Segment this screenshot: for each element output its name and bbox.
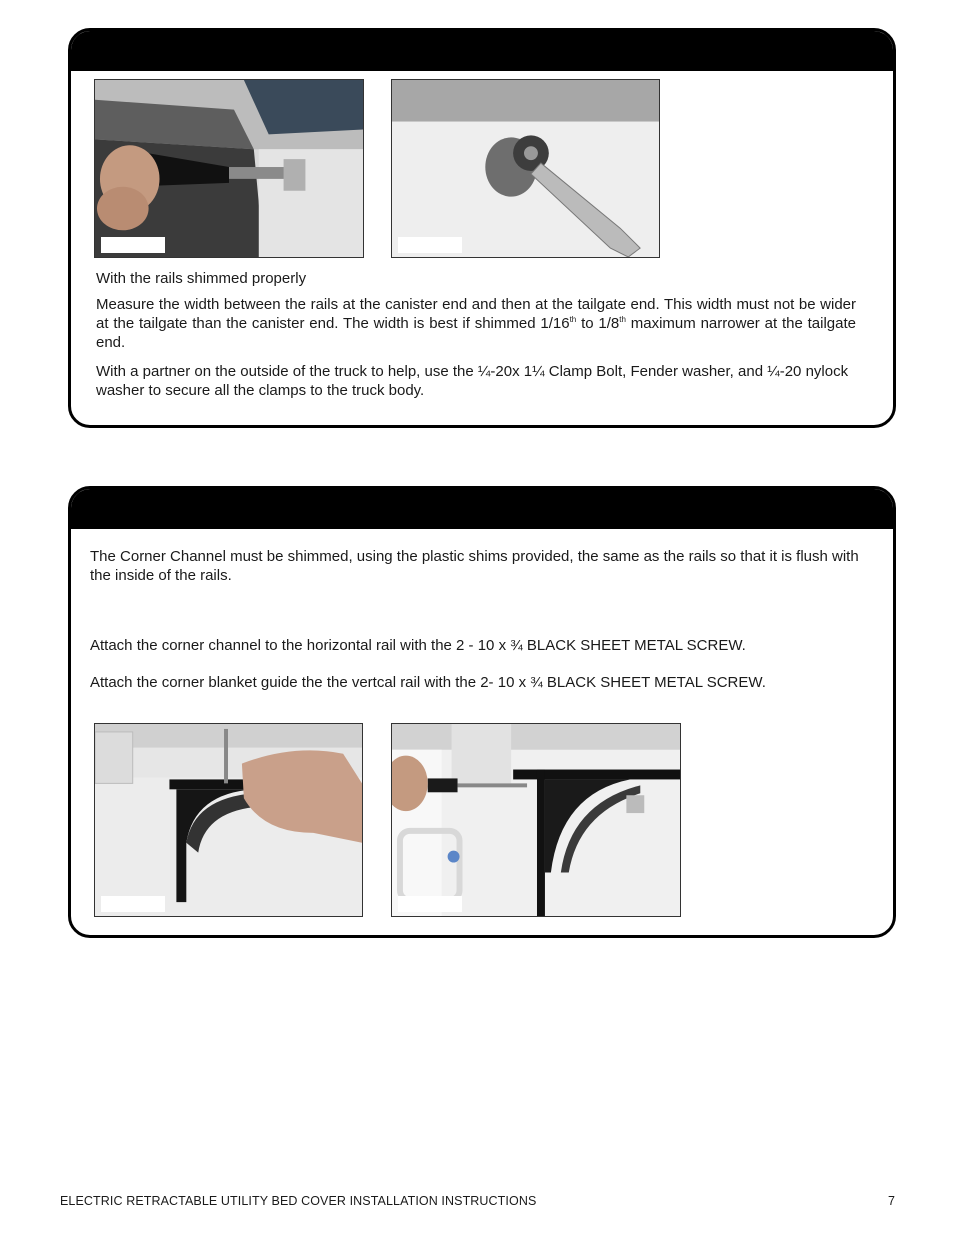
photo-ratchet-wrench <box>391 79 660 258</box>
footer-page-number: 7 <box>888 1194 896 1208</box>
panel-header-bar <box>71 31 893 71</box>
photo-label <box>398 237 462 253</box>
attach-blanket-guide-text: Attach the corner blanket guide the the vertcal rail with the 2- 10 x ¾ BLACK SHEET METAL SCREW. <box>90 674 766 691</box>
photo-label <box>398 896 462 912</box>
panel-header-bar <box>71 489 893 529</box>
superscript-th: th <box>569 315 577 324</box>
measure-text-part3: maximum narrower at the tailgate end. <box>96 315 856 351</box>
photo-label <box>101 896 165 912</box>
rails-shimmed-text: With the rails shimmed properly <box>96 270 307 287</box>
footer-document-title: ELECTRIC RETRACTABLE UTILITY BED COVER INSTALLATION INSTRUCTIONS <box>60 1194 537 1208</box>
measure-text-part1: Measure the width between the rails at the canister end and then at the tailgate end. This width must not be wider at the tailgate than the canister end. The width is best if shimmed 1/16 <box>96 296 856 332</box>
partner-clamp-text: With a partner on the outside of the truck to help, use the ¼-20x 1¼ Clamp Bolt, Fender washer, and ¼-20 nylock washer to secure all the clamps to the truck body. <box>96 363 849 399</box>
measure-text-part2: to 1/8 <box>576 315 620 332</box>
photo-clamp-screwdriver <box>94 79 364 258</box>
corner-channel-shim-text: The Corner Channel must be shimmed, using the plastic shims provided, the same as the rails so that it is flush with the inside of the rails. <box>90 548 859 584</box>
photo-corner-channel <box>94 723 363 917</box>
measure-width-text <box>96 295 856 352</box>
photo-blanket-guide <box>391 723 681 917</box>
attach-corner-channel-text: Attach the corner channel to the horizontal rail with the 2 - 10 x ¾ BLACK SHEET METAL SCREW. <box>90 637 746 654</box>
photo-label <box>101 237 165 253</box>
superscript-th: th <box>619 315 626 324</box>
